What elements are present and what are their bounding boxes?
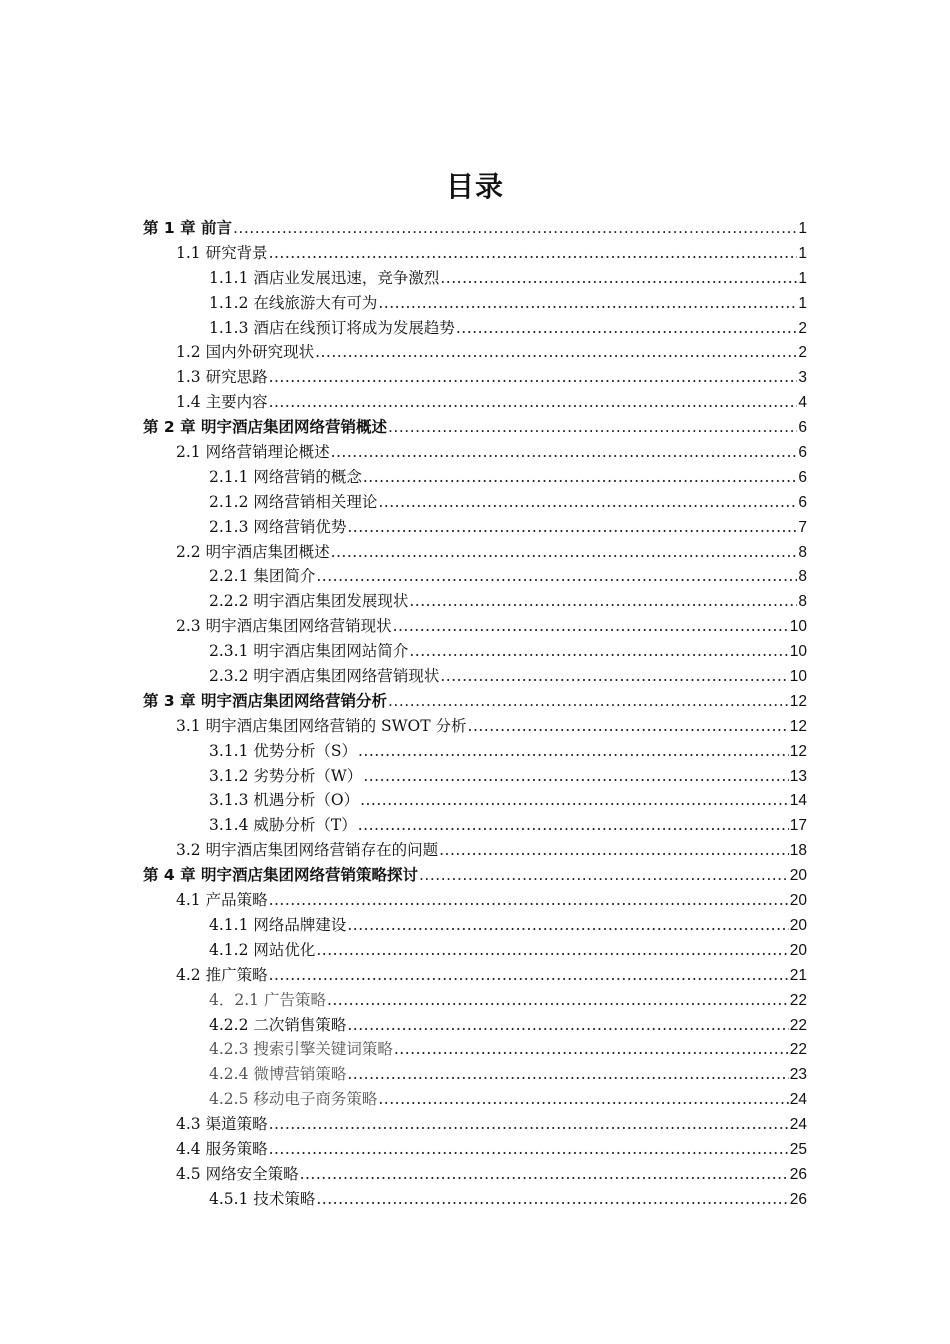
toc-section-entry[interactable] <box>143 1162 807 1187</box>
toc-entry-title: 3.1 明宇酒店集团网络营销的 SWOT 分析 <box>176 716 467 735</box>
toc-subsection-entry[interactable] <box>143 1013 807 1038</box>
toc-page-number: 3 <box>798 369 807 387</box>
toc-page-number: 17 <box>789 817 807 835</box>
toc-subsection-entry[interactable] <box>143 515 807 540</box>
toc-page-number: 4 <box>798 394 807 412</box>
toc-dot-leader <box>327 988 789 1013</box>
toc-subsection-entry[interactable] <box>143 739 807 764</box>
toc-page-number: 22 <box>789 1041 807 1059</box>
toc-page-number: 20 <box>789 916 807 934</box>
toc-dot-leader <box>378 490 797 515</box>
toc-section-entry[interactable] <box>143 1112 807 1137</box>
toc-page-number: 20 <box>789 867 807 885</box>
toc-entry-title: 3.2 明宇酒店集团网络营销存在的问题 <box>176 841 439 860</box>
toc-entry-title: 3.1.1 优势分析（S） <box>209 741 357 760</box>
toc-entry-title: 4.2 推广策略 <box>176 965 268 984</box>
page-title: 目录 <box>445 169 504 203</box>
toc-dot-leader <box>358 739 789 764</box>
toc-dot-leader <box>388 415 797 440</box>
toc-subsection-entry[interactable] <box>143 266 807 291</box>
toc-page-number: 13 <box>789 767 807 785</box>
toc-page-number: 8 <box>798 543 807 561</box>
toc-subsection-entry[interactable] <box>143 764 807 789</box>
toc-page-number: 2 <box>798 319 807 337</box>
toc-dot-leader <box>440 266 797 291</box>
toc-dot-leader <box>468 714 789 739</box>
toc-entry-title: 4.2.2 二次销售策略 <box>209 1015 347 1034</box>
toc-entry-title: 4.2.4 微博营销策略 <box>209 1065 347 1084</box>
toc-chapter-entry[interactable] <box>143 216 807 241</box>
toc-dot-leader <box>316 938 788 963</box>
toc-dot-leader <box>378 291 797 316</box>
toc-dot-leader <box>358 813 789 838</box>
toc-entry-title: 3.1.2 劣势分析（W） <box>209 766 363 785</box>
toc-chapter-entry[interactable] <box>143 415 807 440</box>
toc-page-number: 6 <box>798 419 807 437</box>
toc-dot-leader <box>388 689 789 714</box>
toc-section-entry[interactable] <box>143 540 807 565</box>
toc-entry-title: 4.3 渠道策略 <box>176 1115 268 1134</box>
toc-entry-title: 1.1.3 酒店在线预订将成为发展趋势 <box>209 318 455 337</box>
toc-page-number: 12 <box>789 692 807 710</box>
toc-entry-title: 2.2.2 明宇酒店集团发展现状 <box>209 592 409 611</box>
toc-page-number: 25 <box>789 1140 807 1158</box>
toc-section-entry[interactable] <box>143 1137 807 1162</box>
toc-subsection-entry[interactable] <box>143 639 807 664</box>
toc-section-entry[interactable] <box>143 340 807 365</box>
toc-entry-title: 2.1.1 网络营销的概念 <box>209 467 362 486</box>
toc-entry-title: 4.1 产品策略 <box>176 891 268 910</box>
toc-subsection-entry[interactable] <box>143 291 807 316</box>
toc-entry-title: 2.2 明宇酒店集团概述 <box>176 542 330 561</box>
toc-entry-title: 1.2 国内外研究现状 <box>176 343 315 362</box>
toc-dot-leader <box>269 365 798 390</box>
toc-dot-leader <box>363 465 798 490</box>
toc-entry-title: 4.2.5 移动电子商务策略 <box>209 1090 378 1109</box>
toc-page-number: 7 <box>798 518 807 536</box>
toc-chapter-entry[interactable] <box>143 863 807 888</box>
toc-entry-title: 3.1.3 机遇分析（O） <box>209 791 360 810</box>
toc-entry-title: 2.3.2 明宇酒店集团网络营销现状 <box>209 667 440 686</box>
toc-dot-leader <box>440 664 788 689</box>
toc-page-number: 10 <box>789 618 807 636</box>
toc-subsection-entry[interactable] <box>143 913 807 938</box>
toc-page-number: 14 <box>789 792 807 810</box>
toc-page-number: 12 <box>789 717 807 735</box>
toc-page-number: 6 <box>798 493 807 511</box>
toc-page-number: 6 <box>798 444 807 462</box>
toc-entry-title: 2.2.1 集团简介 <box>209 567 316 586</box>
toc-page-number: 24 <box>789 1091 807 1109</box>
toc-dot-leader <box>269 1137 789 1162</box>
toc-section-entry[interactable] <box>143 390 807 415</box>
toc-page-number: 20 <box>789 941 807 959</box>
toc-subsection-entry[interactable] <box>143 938 807 963</box>
toc-subsection-entry[interactable] <box>143 1087 807 1112</box>
toc-dot-leader <box>360 788 789 813</box>
toc-dot-leader <box>439 838 789 863</box>
toc-dot-leader <box>456 316 798 341</box>
toc-section-entry[interactable] <box>143 241 807 266</box>
toc-subsection-entry[interactable] <box>143 589 807 614</box>
toc-page-number: 26 <box>789 1190 807 1208</box>
toc-dot-leader <box>269 963 789 988</box>
toc-page-number: 12 <box>789 742 807 760</box>
toc-entry-title: 第 4 章 明宇酒店集团网络营销策略探讨 <box>143 866 418 885</box>
toc-entry-title: 1.4 主要内容 <box>176 393 268 412</box>
toc-dot-leader <box>347 515 797 540</box>
toc-page-number: 20 <box>789 892 807 910</box>
toc-entry-title: 4.1.1 网络品牌建设 <box>209 915 347 934</box>
toc-dot-leader <box>316 1187 788 1212</box>
toc-subsection-entry[interactable] <box>143 490 807 515</box>
toc-subsection-entry[interactable] <box>143 988 807 1013</box>
toc-page-number: 1 <box>798 220 807 237</box>
toc-dot-leader <box>269 390 798 415</box>
toc-dot-leader <box>269 241 798 266</box>
toc-page-number: 6 <box>798 468 807 486</box>
table-of-contents <box>143 216 807 1212</box>
toc-page-number: 8 <box>798 593 807 611</box>
toc-dot-leader <box>331 440 798 465</box>
toc-page-number: 10 <box>789 668 807 686</box>
toc-page-number: 10 <box>789 643 807 661</box>
toc-subsection-entry[interactable] <box>143 813 807 838</box>
toc-section-entry[interactable] <box>143 440 807 465</box>
toc-page-number: 1 <box>798 244 807 262</box>
toc-section-entry[interactable] <box>143 614 807 639</box>
toc-page-number: 2 <box>798 344 807 362</box>
toc-chapter-entry[interactable] <box>143 689 807 714</box>
toc-dot-leader <box>363 764 788 789</box>
toc-entry-title: 4.1.2 网站优化 <box>209 940 316 959</box>
toc-page-number: 22 <box>789 991 807 1009</box>
toc-subsection-entry[interactable] <box>143 788 807 813</box>
toc-subsection-entry[interactable] <box>143 316 807 341</box>
toc-dot-leader <box>378 1087 788 1112</box>
toc-entry-title: 2.3 明宇酒店集团网络营销现状 <box>176 617 392 636</box>
toc-dot-leader <box>347 1062 788 1087</box>
toc-dot-leader <box>409 639 788 664</box>
toc-entry-title: 2.1.3 网络营销优势 <box>209 517 347 536</box>
toc-dot-leader <box>300 1162 789 1187</box>
toc-subsection-entry[interactable] <box>143 664 807 689</box>
toc-page-number: 18 <box>789 842 807 860</box>
toc-entry-title: 第 3 章 明宇酒店集团网络营销分析 <box>143 691 387 710</box>
toc-dot-leader <box>393 614 789 639</box>
toc-page-number: 23 <box>789 1066 807 1084</box>
toc-entry-title: 1.3 研究思路 <box>176 368 268 387</box>
toc-dot-leader <box>233 216 797 241</box>
toc-subsection-entry[interactable] <box>143 1187 807 1212</box>
toc-dot-leader <box>409 589 797 614</box>
toc-dot-leader <box>419 863 789 888</box>
toc-page-number: 1 <box>798 269 807 287</box>
toc-dot-leader <box>394 1037 789 1062</box>
toc-entry-title: 2.1.2 网络营销相关理论 <box>209 492 378 511</box>
toc-subsection-entry[interactable] <box>143 465 807 490</box>
toc-entry-title: 1.1.2 在线旅游大有可为 <box>209 293 378 312</box>
toc-dot-leader <box>316 564 797 589</box>
toc-entry-title: 4．2.1 广告策略 <box>209 990 326 1009</box>
toc-entry-title: 3.1.4 威胁分析（T） <box>209 816 357 835</box>
toc-subsection-entry[interactable] <box>143 564 807 589</box>
toc-section-entry[interactable] <box>143 714 807 739</box>
toc-page-number: 1 <box>798 294 807 312</box>
toc-entry-title: 4.5 网络安全策略 <box>176 1164 299 1183</box>
toc-subsection-entry[interactable] <box>143 1037 807 1062</box>
toc-dot-leader <box>269 1112 789 1137</box>
toc-page-number: 24 <box>789 1116 807 1134</box>
toc-entry-title: 4.5.1 技术策略 <box>209 1189 316 1208</box>
toc-section-entry[interactable] <box>143 963 807 988</box>
toc-entry-title: 第 2 章 明宇酒店集团网络营销概述 <box>143 418 387 437</box>
toc-entry-title: 1.1 研究背景 <box>176 243 268 262</box>
toc-page-number: 8 <box>798 568 807 586</box>
toc-dot-leader <box>347 913 788 938</box>
toc-entry-title: 2.3.1 明宇酒店集团网站简介 <box>209 642 409 661</box>
toc-dot-leader <box>315 340 797 365</box>
toc-section-entry[interactable] <box>143 365 807 390</box>
toc-entry-title: 第 1 章 前言 <box>143 219 232 237</box>
toc-page-number: 26 <box>789 1165 807 1183</box>
toc-page-number: 21 <box>789 966 807 984</box>
toc-section-entry[interactable] <box>143 888 807 913</box>
toc-dot-leader <box>331 540 798 565</box>
toc-subsection-entry[interactable] <box>143 1062 807 1087</box>
toc-page-number: 22 <box>789 1016 807 1034</box>
toc-dot-leader <box>269 888 789 913</box>
toc-entry-title: 1.1.1 酒店业发展迅速，竞争激烈 <box>209 268 440 287</box>
toc-entry-title: 4.4 服务策略 <box>176 1139 268 1158</box>
toc-section-entry[interactable] <box>143 838 807 863</box>
toc-entry-title: 4.2.3 搜索引擎关键词策略 <box>209 1040 393 1059</box>
toc-dot-leader <box>347 1013 788 1038</box>
toc-entry-title: 2.1 网络营销理论概述 <box>176 443 330 462</box>
